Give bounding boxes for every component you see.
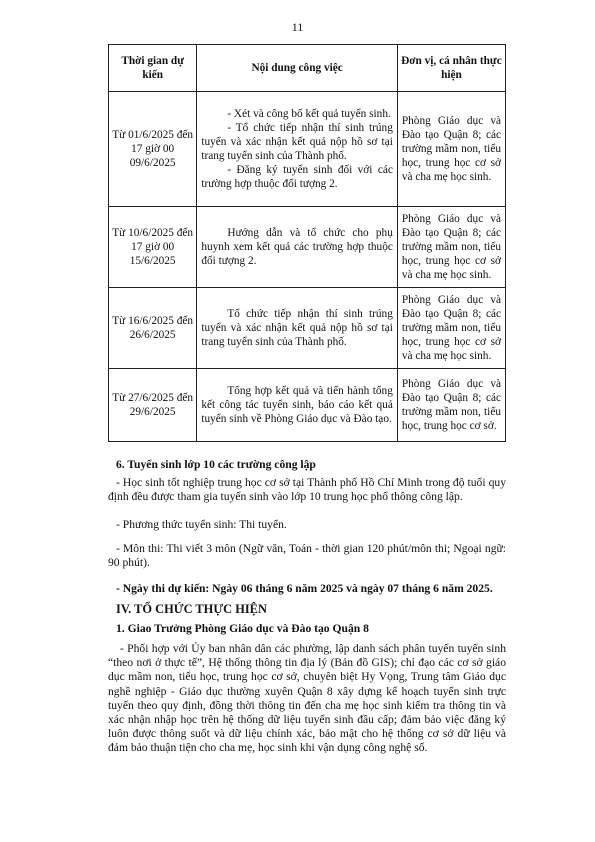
- task-cell: [197, 207, 398, 288]
- page-number: 11: [291, 20, 304, 34]
- paragraph-coordination-text: - Phối hợp với Ủy ban nhân dân các phường, lập danh sách phân tuyến tuyển sinh “theo nơi ở thực tế”, Hệ thống thông tin địa lý (Bản đồ GIS); chỉ đạo các cơ sở giáo dục mầm non, tiểu học, trung học cơ sở, chuyên biệt Hy Vọng, Trung tâm Giáo dục nghề nghiệp - Giáo dục thường xuyên Quận 8 xây dựng kế hoạch tuyển sinh trực tuyến theo quy định, đồng thời thông tin đến cha mẹ học sinh kiểm tra thông tin và xác nhận nhập học trên hệ thống dữ liệu tuyển sinh đầu cấp; đảm bảo việc đăng ký luôn được thông suốt và dữ liệu chính xác, bảo mật cho hệ thống cơ sở dữ liệu và đảm bảo thuận tiện cho cha mẹ, học sinh khi vận dụng công nghệ số.: [108, 642, 506, 755]
- section-iv-1-heading-text: 1. Giao Trưởng Phòng Giáo dục và Đào tạo Quận 8: [116, 622, 369, 635]
- table-row: [109, 92, 506, 207]
- section-iv-heading: [108, 602, 506, 616]
- task-cell: [197, 369, 398, 442]
- task-line: - Đăng ký tuyển sinh đối với các trường hợp thuộc đối tượng 2.: [201, 164, 393, 190]
- section-6-heading-text: 6. Tuyển sinh lớp 10 các trường công lập: [116, 458, 316, 471]
- unit-cell: Phòng Giáo dục và Đào tạo Quận 8; các trường mầm non, tiểu học, trung học cơ sở và cha mẹ học sinh.: [397, 288, 505, 369]
- header-time: Thời gian dự kiến: [109, 45, 197, 92]
- paragraph-eligibility: [108, 476, 506, 504]
- paragraph-eligibility-text: - Học sinh tốt nghiệp trung học cơ sở tại Thành phố Hồ Chí Minh trong độ tuổi quy định đều được tham gia tuyển sinh vào lớp 10 trung học phổ thông công lập.: [108, 476, 506, 504]
- unit-cell: Phòng Giáo dục và Đào tạo Quận 8; các trường mầm non, tiểu học, trung học cơ sở và cha mẹ học sinh.: [397, 92, 505, 207]
- paragraph-method-text: - Phương thức tuyển sinh: Thi tuyển.: [116, 518, 287, 531]
- time-cell: Từ 01/6/2025 đến 17 giờ 00 09/6/2025: [109, 92, 197, 207]
- schedule-table: [108, 44, 506, 442]
- section-iv-1-heading: [108, 622, 506, 636]
- task-line: Hướng dẫn và tổ chức cho phụ huynh xem kết quả các trường hợp thuộc đối tượng 2.: [201, 227, 393, 267]
- paragraph-subjects: [108, 542, 506, 570]
- task-cell: [197, 288, 398, 369]
- task-line: - Tổ chức tiếp nhận thí sinh trúng tuyển và xác nhận kết quả nộp hồ sơ tại trang tuyển sinh của Thành phố.: [201, 122, 393, 162]
- table-row: [109, 369, 506, 442]
- header-unit: Đơn vị, cá nhân thực hiện: [397, 45, 505, 92]
- paragraph-exam-date: [108, 582, 506, 596]
- paragraph-coordination: [108, 642, 506, 756]
- time-cell: Từ 10/6/2025 đến 17 giờ 00 15/6/2025: [109, 207, 197, 288]
- time-cell: Từ 27/6/2025 đến 29/6/2025: [109, 369, 197, 442]
- task-line: Tổ chức tiếp nhận thí sinh trúng tuyển và xác nhận kết quả nộp hồ sơ tại trang tuyển sinh của Thành phố.: [201, 308, 393, 348]
- header-task: Nội dung công việc: [197, 45, 398, 92]
- time-cell: Từ 16/6/2025 đến 26/6/2025: [109, 288, 197, 369]
- paragraph-exam-date-text: - Ngày thi dự kiến: Ngày 06 tháng 6 năm 2025 và ngày 07 tháng 6 năm 2025.: [116, 582, 493, 595]
- unit-cell: Phòng Giáo dục và Đào tạo Quận 8; các trường mầm non, tiểu học, trung học cơ sở và cha mẹ học sinh.: [397, 207, 505, 288]
- task-line: - Xét và công bố kết quả tuyển sinh.: [227, 108, 391, 120]
- table-row: [109, 288, 506, 369]
- section-iv-heading-text: IV. TỔ CHỨC THỰC HIỆN: [116, 602, 267, 616]
- task-cell: [197, 92, 398, 207]
- table-row: [109, 207, 506, 288]
- unit-cell: Phòng Giáo dục và Đào tạo Quận 8; các trường mầm non, tiểu học, trung học cơ sở.: [397, 369, 505, 442]
- task-line: Tổng hợp kết quả và tiến hành tổng kết công tác tuyển sinh, báo cáo kết quả tuyển sinh về Phòng Giáo dục và Đào tạo.: [201, 385, 393, 425]
- section-6-heading: [108, 458, 506, 472]
- table-header-row: [109, 45, 506, 92]
- paragraph-method: [108, 518, 506, 532]
- paragraph-subjects-text: - Môn thi: Thi viết 3 môn (Ngữ văn, Toán - thời gian 120 phút/môn thi; Ngoại ngữ: 90 phút).: [108, 542, 506, 570]
